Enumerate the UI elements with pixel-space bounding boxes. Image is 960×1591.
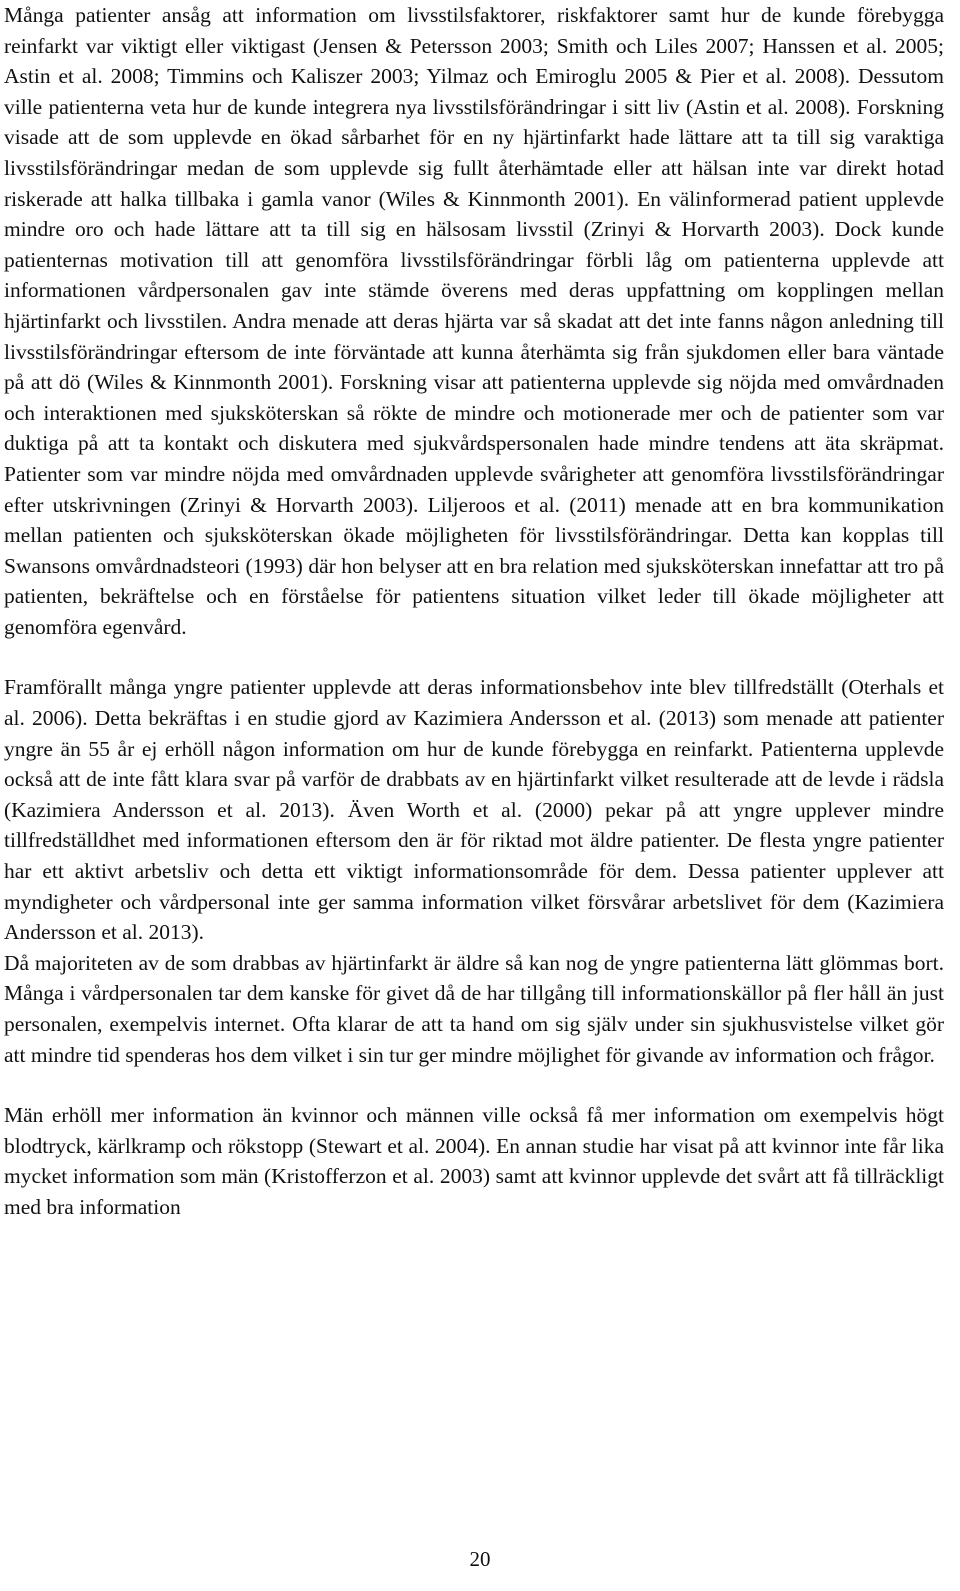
page-number: 20	[469, 1547, 491, 1571]
paragraph-spacer	[4, 642, 944, 672]
body-paragraph-1: Många patienter ansåg att information om livsstilsfaktorer, riskfaktorer samt hur de kunde förebygga reinfarkt var viktigt eller viktigast (Jensen & Petersson 2003; Smith och Liles 2007; Hanssen et al. 2005; Astin et al. 2008; Timmins och Kaliszer 2003; Yilmaz och Emiroglu 2005 & Pier et al. 2008). Dessutom ville patienterna veta hur de kunde integrera nya livsstilsförändringar i sitt liv (Astin et al. 2008). Forskning visade att de som upplevde en ökad sårbarhet för en ny hjärtinfarkt hade lättare att ta till sig varaktiga livsstilsförändringar medan de som upplevde sig fullt återhämtade eller att hälsan inte var direkt hotad riskerade att halka tillbaka i gamla vanor (Wiles & Kinnmonth 2001). En välinformerad patient upplevde mindre oro och hade lättare att ta till sig en hälsosam livsstil (Zrinyi & Horvarth 2003). Dock kunde patienternas motivation till att genomföra livsstilsförändringar förbli låg om patienterna upplevde att informationen vårdpersonalen gav inte stämde överens med deras uppfattning om kopplingen mellan hjärtinfarkt och livsstilen. Andra menade att deras hjärta var så skadat att det inte fanns någon anledning till livsstilsförändringar eftersom de inte förväntade att kunna återhämta sig från sjukdomen eller bara väntade på att dö (Wiles & Kinnmonth 2001). Forskning visar att patienterna upplevde sig nöjda med omvårdnaden och interaktionen med sjuksköterskan så rökte de mindre och motionerade mer och de patienter som var duktiga på att ta kontakt och diskutera med sjukvårdspersonalen hade mindre tendens att äta skräpmat. Patienter som var mindre nöjda med omvårdnaden upplevde svårigheter att genomföra livsstilsförändringar efter utskrivningen (Zrinyi & Horvarth 2003). Liljeroos et al. (2011) menade att en bra kommunikation mellan patienten och sjuksköterskan ökade möjligheten för livsstilsförändringar. Detta kan kopplas till Swansons omvårdnadsteori (1993) där hon belyser att en bra relation med sjuksköterskan innefattar att tro på patienten, bekräftelse och en förståelse för patientens situation vilket leder till ökade möjligheter att genomföra egenvård.	[4, 3, 944, 639]
body-paragraph-3: Då majoriteten av de som drabbas av hjärtinfarkt är äldre så kan nog de yngre patienterna lätt glömmas bort. Många i vårdpersonalen tar dem kanske för givet då de har tillgång till informationskällor på fler håll än just personalen, exempelvis internet. Ofta klarar de att ta hand om sig själv under sin sjukhusvistelse vilket gör att mindre tid spenderas hos dem vilket i sin tur ger mindre möjlighet för givande av information och frågor.	[4, 950, 944, 1067]
document-page	[4, 0, 944, 1223]
paragraph-spacer	[4, 1070, 944, 1100]
body-paragraph-4: Män erhöll mer information än kvinnor och männen ville också få mer information om exempelvis högt blodtryck, kärlkramp och rökstopp (Stewart et al. 2004). En annan studie har visat på att kvinnor inte får lika mycket information som män (Kristofferzon et al. 2003) samt att kvinnor upplevde det svårt att få tillräckligt med bra information	[4, 1103, 944, 1219]
body-paragraph-2: Framförallt många yngre patienter upplevde att deras informationsbehov inte blev tillfredställt (Oterhals et al. 2006). Detta bekräftas i en studie gjord av Kazimiera Andersson et al. (2013) som menade att patienter yngre än 55 år ej erhöll någon information om hur de kunde förebygga en reinfarkt. Patienterna upplevde också att de inte fått klara svar på varför de drabbats av en hjärtinfarkt vilket resulterade att de levde i rädsla (Kazimiera Andersson et al. 2013). Även Worth et al. (2000) pekar på att yngre upplever mindre tillfredställdhet med informationen eftersom den är för riktad mot äldre patienter. De flesta yngre patienter har ett aktivt arbetsliv och detta ett viktigt informationsområde för dem. Dessa patienter upplever att myndigheter och vårdpersonal inte ger samma information vilket försvårar arbetslivet för dem (Kazimiera Andersson et al. 2013).	[4, 675, 944, 945]
